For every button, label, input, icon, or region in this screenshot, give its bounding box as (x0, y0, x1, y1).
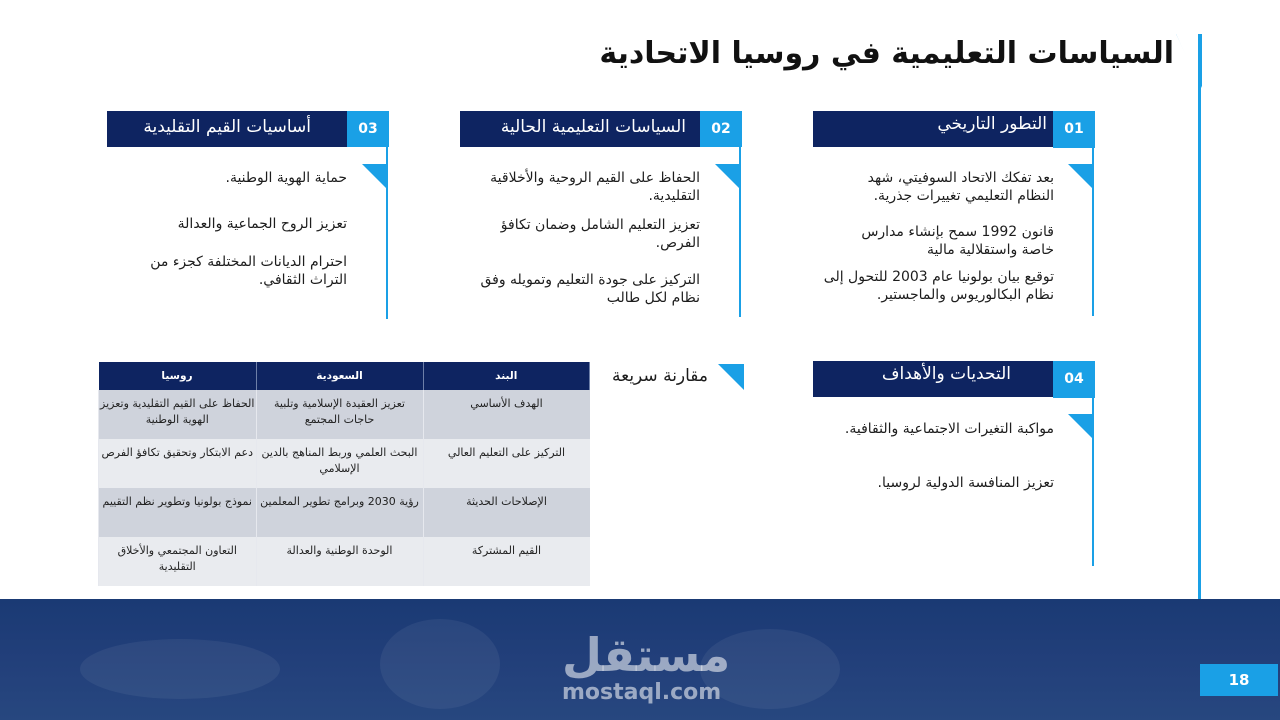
frame-line (1198, 34, 1201, 674)
table-row (99, 537, 590, 586)
table-cell: نموذج بولونيا وتطوير نظم التقييم (99, 488, 257, 537)
decor-shape (80, 639, 280, 699)
triangle-marker (718, 364, 744, 390)
table-row (99, 439, 590, 488)
section-text: تعزيز المنافسة الدولية لروسيا. (877, 475, 1054, 491)
table-cell: التعاون المجتمعي والأخلاق التقليدية (99, 537, 257, 586)
table-cell: دعم الابتكار وتحقيق تكافؤ الفرص (99, 439, 257, 488)
decor-shape (380, 619, 500, 709)
section-text: احترام الديانات المختلفة كجزء من (150, 254, 347, 270)
section-text: تعزيز الروح الجماعية والعدالة (177, 216, 347, 232)
section-text: الفرص. (655, 235, 700, 251)
table-cell: التركيز على التعليم العالي (423, 439, 590, 488)
table-cell: الإصلاحات الحديثة (423, 488, 590, 537)
section-number: 04 (1053, 361, 1095, 398)
section-text: التراث الثقافي. (258, 272, 347, 288)
section-text: حماية الهوية الوطنية. (225, 170, 347, 186)
frame-corner-inner (1176, 34, 1198, 82)
section-header-01 (813, 111, 1053, 147)
page-title: السياسات التعليمية في روسيا الاتحادية (599, 36, 1174, 71)
section-number: 02 (700, 111, 742, 147)
table-header: السعودية (256, 362, 423, 390)
section-title: أساسيات القيم التقليدية (143, 117, 311, 137)
section-text: التركيز على جودة التعليم وتمويله وفق (480, 272, 700, 288)
section-text: نظام لكل طالب (606, 290, 700, 306)
table-header: روسيا (99, 362, 257, 390)
section-text: توقيع بيان بولونيا عام 2003 للتحول إلى (823, 269, 1054, 285)
triangle-marker (1068, 164, 1094, 190)
triangle-marker (715, 164, 741, 190)
section-text: خاصة واستقلالية مالية (926, 242, 1054, 258)
logo-arabic: مستقل (562, 628, 731, 682)
table-row (99, 488, 590, 537)
section-text: تعزيز التعليم الشامل وضمان تكافؤ (500, 217, 700, 233)
section-title: التطور التاريخي (937, 114, 1047, 134)
table-cell: الوحدة الوطنية والعدالة (256, 537, 423, 586)
section-header-03 (107, 111, 347, 147)
section-text: نظام البكالوريوس والماجستير. (876, 287, 1054, 303)
section-text: النظام التعليمي تغييرات جذرية. (873, 188, 1054, 204)
section-number: 03 (347, 111, 389, 147)
comparison-label: مقارنة سريعة (612, 366, 709, 386)
table-header-row (99, 362, 590, 390)
table-cell: تعزيز العقيدة الإسلامية وتلبية حاجات المجتمع (256, 390, 423, 439)
section-text: الحفاظ على القيم الروحية والأخلاقية (490, 170, 700, 186)
comparison-table (98, 362, 590, 586)
section-header-02 (460, 111, 700, 147)
section-text: مواكبة التغيرات الاجتماعية والثقافية. (844, 421, 1054, 437)
section-title: السياسات التعليمية الحالية (500, 117, 686, 137)
triangle-marker (362, 164, 388, 190)
section-title: التحديات والأهداف (881, 364, 1011, 384)
table-cell: الحفاظ على القيم التقليدية وتعزيز الهوية الوطنية (99, 390, 257, 439)
section-text: بعد تفكك الاتحاد السوفيتي، شهد (867, 170, 1054, 186)
section-number: 01 (1053, 111, 1095, 148)
table-cell: الهدف الأساسي (423, 390, 590, 439)
table-row (99, 390, 590, 439)
table-cell: البحث العلمي وربط المناهج بالدين الإسلامي (256, 439, 423, 488)
table-header: البند (423, 362, 590, 390)
table-cell: رؤية 2030 وبرامج تطوير المعلمين (256, 488, 423, 537)
section-header-04 (813, 361, 1053, 397)
page-number: 18 (1200, 664, 1278, 696)
triangle-marker (1068, 414, 1094, 440)
section-text: التقليدية. (648, 188, 700, 204)
logo-latin: mostaql.com (562, 680, 722, 705)
section-text: قانون 1992 سمح بإنشاء مدارس (861, 224, 1054, 240)
table-cell: القيم المشتركة (423, 537, 590, 586)
